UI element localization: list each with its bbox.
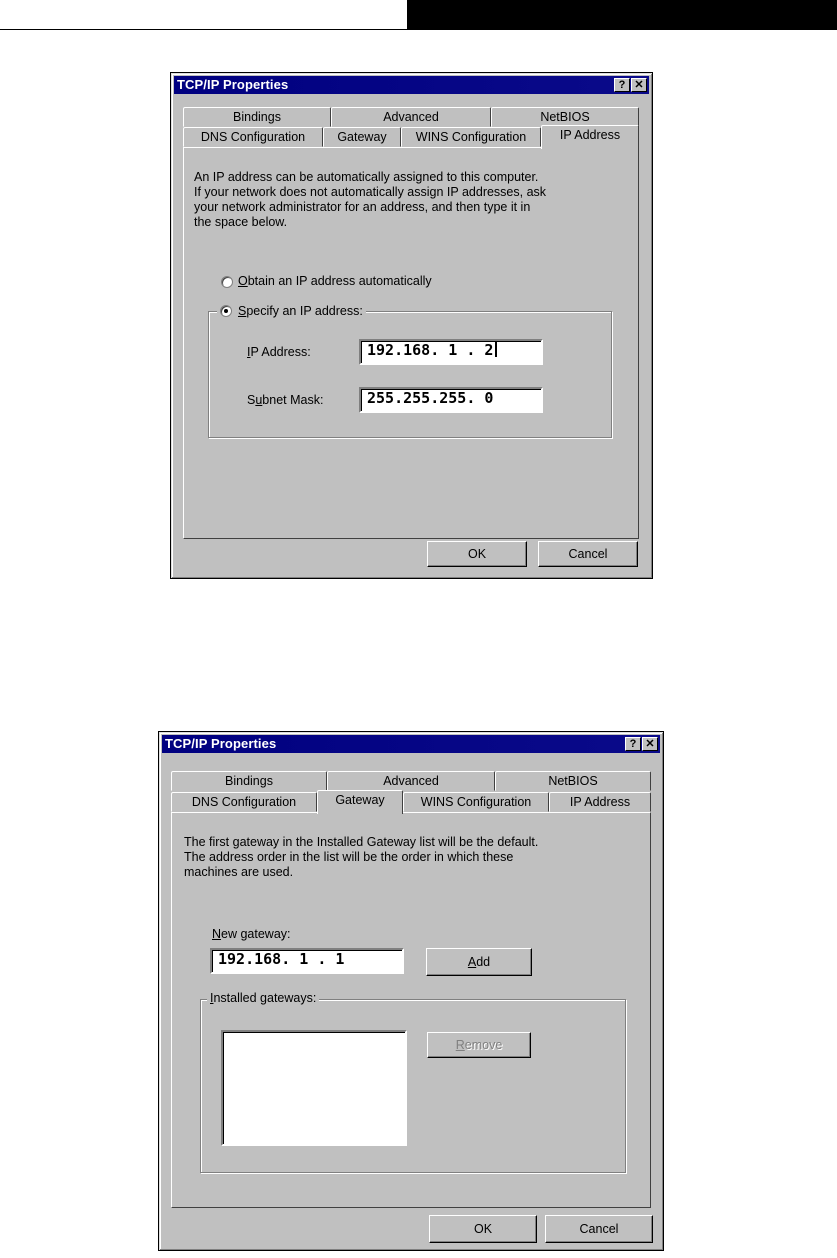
ip-address-label (247, 345, 311, 359)
tab-wins-configuration[interactable]: WINS Configuration (401, 127, 541, 147)
installed-gateways-list[interactable] (221, 1030, 407, 1146)
accel-key: u (255, 393, 263, 407)
label-text: P Address: (250, 345, 311, 359)
close-icon[interactable]: ✕ (631, 78, 647, 92)
label-text: pecify an IP address: (246, 304, 363, 318)
page-header-bar (407, 0, 837, 29)
accel-key: O (238, 274, 248, 288)
accel-key: I (210, 991, 214, 1005)
subnet-mask-label (247, 393, 323, 407)
specify-ip-group (208, 304, 612, 438)
description-line: The first gateway in the Installed Gateway list will be the default. (184, 835, 539, 849)
ip-address-value: 192.168. 1 . 2 (367, 341, 494, 359)
title-bar[interactable] (174, 76, 649, 94)
help-icon[interactable]: ? (614, 78, 630, 92)
window-title: TCP/IP Properties (165, 736, 277, 751)
tab-bindings[interactable]: Bindings (171, 771, 327, 791)
close-icon[interactable]: ✕ (642, 737, 658, 751)
label-text: S (247, 393, 256, 407)
button-label: OK (473, 1222, 493, 1236)
page-header-rule (0, 29, 837, 30)
radio-selected-dot (224, 309, 228, 313)
radio-specify-ip[interactable] (220, 305, 232, 317)
tab-bindings[interactable]: Bindings (183, 107, 331, 127)
tab-netbios[interactable]: NetBIOS (491, 107, 639, 127)
button-label: Cancel (568, 547, 608, 561)
tab-dns-configuration[interactable]: DNS Configuration (171, 792, 317, 812)
label-text: bnet Mask: (262, 393, 324, 407)
ok-button[interactable] (427, 541, 527, 567)
description-line: your network administrator for an address, and then type it in (194, 200, 531, 214)
ip-address-input[interactable] (359, 339, 543, 365)
add-button[interactable] (426, 948, 532, 976)
description-line: the space below. (194, 215, 288, 229)
label-text: btain an IP address automatically (247, 274, 432, 288)
tab-ip-address[interactable]: IP Address (549, 792, 651, 812)
group-legend (217, 303, 366, 318)
label-text: ew gateway: (221, 927, 291, 941)
text-caret (495, 341, 497, 357)
new-gateway-label (212, 927, 291, 941)
title-bar[interactable] (162, 735, 660, 753)
button-label: emove (464, 1038, 503, 1052)
tcpip-properties-dialog-ip (170, 72, 653, 579)
button-label: OK (467, 547, 487, 561)
tab-advanced[interactable]: Advanced (331, 107, 491, 127)
radio-specify-label[interactable] (238, 304, 363, 318)
accel-key: I (247, 345, 251, 359)
tab-ip-address[interactable]: IP Address (541, 125, 639, 149)
radio-obtain-automatically[interactable] (221, 276, 233, 288)
button-label: dd (476, 955, 491, 969)
radio-obtain-label[interactable] (238, 274, 432, 288)
description-text (184, 835, 538, 880)
tab-dns-configuration[interactable]: DNS Configuration (183, 127, 323, 147)
description-line: The address order in the list will be the order in which these (184, 850, 514, 864)
window-title: TCP/IP Properties (177, 77, 289, 92)
description-line: machines are used. (184, 865, 294, 879)
description-text (194, 170, 546, 230)
remove-button[interactable] (427, 1032, 531, 1058)
tab-wins-configuration[interactable]: WINS Configuration (403, 792, 549, 812)
subnet-mask-input[interactable] (359, 387, 543, 413)
tab-panel (171, 812, 651, 1208)
tcpip-properties-dialog-gateway (158, 731, 664, 1251)
tab-advanced[interactable]: Advanced (327, 771, 495, 791)
ok-button[interactable] (429, 1215, 537, 1243)
new-gateway-input[interactable] (210, 948, 404, 974)
cancel-button[interactable] (538, 541, 638, 567)
button-label: Cancel (579, 1222, 619, 1236)
description-line: If your network does not automatically assign IP addresses, ask (194, 185, 547, 199)
cancel-button[interactable] (545, 1215, 653, 1243)
label-text: nstalled gateways: (213, 991, 317, 1005)
installed-gateways-group (200, 991, 626, 1173)
accel-key: A (467, 955, 477, 969)
group-legend (207, 991, 319, 1005)
accel-key: N (212, 927, 222, 941)
accel-key: R (455, 1038, 465, 1052)
tab-netbios[interactable]: NetBIOS (495, 771, 651, 791)
tab-gateway[interactable]: Gateway (323, 127, 401, 147)
subnet-mask-value: 255.255.255. 0 (367, 389, 494, 407)
description-line: An IP address can be automatically assigned to this computer. (194, 170, 539, 184)
accel-key: S (238, 304, 247, 318)
help-icon[interactable]: ? (625, 737, 641, 751)
tab-panel (183, 147, 639, 539)
new-gateway-value: 192.168. 1 . 1 (218, 950, 345, 968)
tab-gateway[interactable]: Gateway (317, 790, 403, 814)
